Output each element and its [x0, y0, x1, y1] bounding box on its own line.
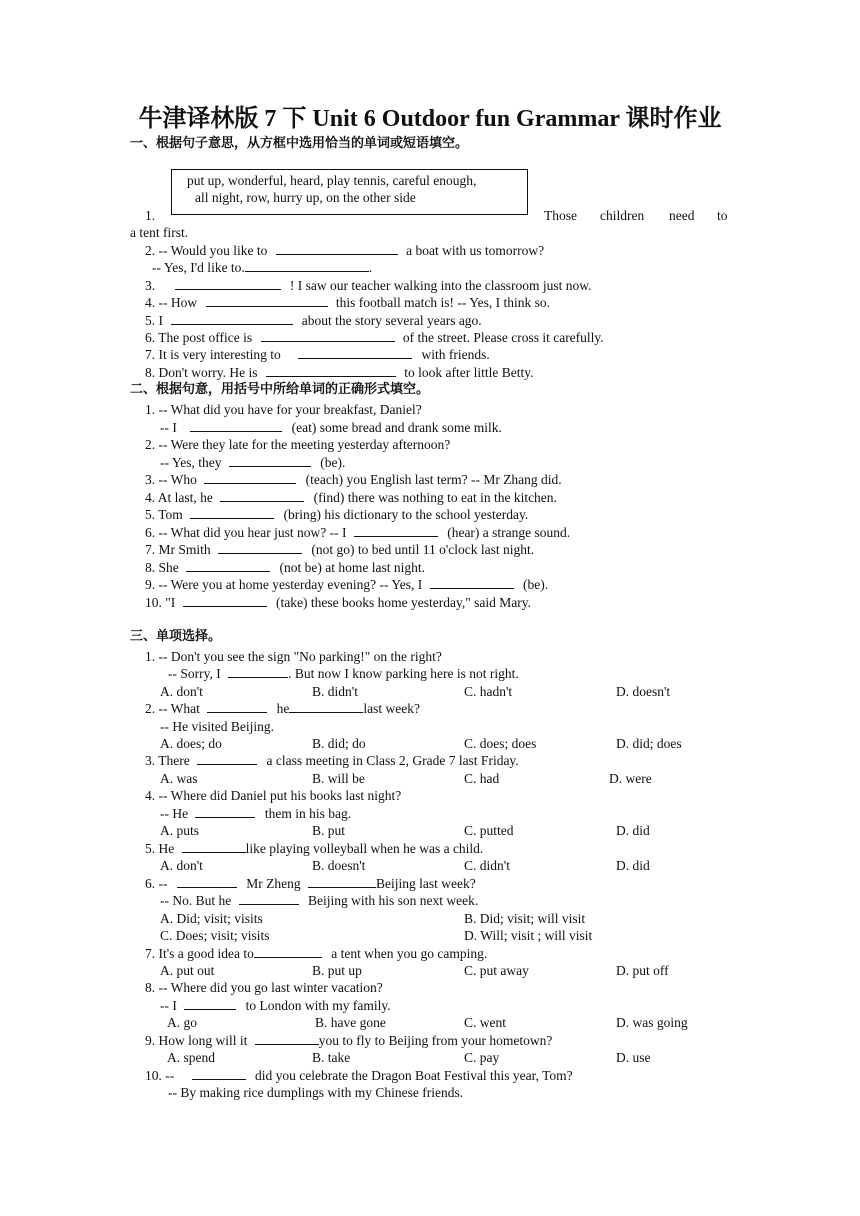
answer-blank[interactable]	[266, 364, 396, 377]
s2-q9: 9. -- Were you at home yesterday evening? -- Yes, I (be).	[145, 577, 549, 592]
option-a[interactable]: A. puts	[160, 823, 200, 838]
s1-q7: 7. It is very interesting to with friends.	[145, 347, 490, 362]
option-a[interactable]: A. spend	[167, 1050, 215, 1065]
option-b[interactable]: B. doesn't	[312, 858, 366, 873]
answer-blank[interactable]	[177, 875, 237, 888]
answer-blank[interactable]	[430, 576, 514, 589]
option-a[interactable]: A. does; do	[160, 736, 222, 751]
s3-q7: 7. It's a good idea to a tent when you go camping.	[145, 946, 488, 961]
s1-q1-word: need	[669, 208, 695, 223]
option-a[interactable]: A. don't	[160, 858, 203, 873]
s3-q4-line1: 4. -- Where did Daniel put his books last night?	[145, 788, 402, 803]
s1-q1-continued: a tent first.	[130, 225, 189, 240]
answer-blank[interactable]	[229, 454, 311, 467]
s1-q3: 3. ! I saw our teacher walking into the classroom just now.	[145, 278, 592, 293]
option-c[interactable]: C. put away	[464, 963, 529, 978]
s3-q4-line2: -- He them in his bag.	[160, 806, 352, 821]
option-a[interactable]: A. was	[160, 771, 198, 786]
s3-q2-line1: 2. -- What he last week?	[145, 701, 420, 716]
s2-q1-line2: -- I (eat) some bread and drank some milk.	[160, 420, 502, 435]
answer-blank[interactable]	[207, 700, 267, 713]
answer-blank[interactable]	[228, 665, 288, 678]
option-c[interactable]: C. hadn't	[464, 684, 513, 699]
answer-blank[interactable]	[190, 419, 282, 432]
option-b[interactable]: B. will be	[312, 771, 365, 786]
s2-q7: 7. Mr Smith (not go) to bed until 11 o'clock last night.	[145, 542, 535, 557]
option-c[interactable]: C. pay	[464, 1050, 500, 1065]
s3-q10-line2: -- By making rice dumplings with my Chinese friends.	[168, 1085, 464, 1100]
s3-q8-line2: -- I to London with my family.	[160, 998, 391, 1013]
option-d[interactable]: D. doesn't	[616, 684, 671, 699]
s1-q4: 4. -- How this football match is! -- Yes, I think so.	[145, 295, 550, 310]
answer-blank[interactable]	[255, 1032, 319, 1045]
answer-blank[interactable]	[186, 559, 270, 572]
option-d[interactable]: D. did	[616, 858, 650, 873]
answer-blank[interactable]	[182, 840, 246, 853]
s2-q3: 3. -- Who (teach) you English last term? -- Mr Zhang did.	[145, 472, 562, 487]
s3-q1-line1: 1. -- Don't you see the sign "No parking!" on the right?	[145, 649, 442, 664]
answer-blank[interactable]	[218, 541, 302, 554]
answer-blank[interactable]	[276, 242, 398, 255]
option-a[interactable]: A. Did; visit; visits	[160, 911, 263, 926]
s1-q1-word: to	[717, 208, 728, 223]
option-b[interactable]: B. Did; visit; will visit	[464, 911, 586, 926]
option-b[interactable]: B. put	[312, 823, 346, 838]
answer-blank[interactable]	[245, 259, 369, 272]
s2-q6: 6. -- What did you hear just now? -- I (hear) a strange sound.	[145, 525, 571, 540]
option-a[interactable]: A. don't	[160, 684, 203, 699]
option-c[interactable]: C. had	[464, 771, 500, 786]
answer-blank[interactable]	[171, 312, 293, 325]
s1-q1-word: children	[600, 208, 645, 223]
option-d[interactable]: D. was going	[616, 1015, 688, 1030]
option-a[interactable]: A. put out	[160, 963, 215, 978]
answer-blank[interactable]	[195, 805, 255, 818]
section1-heading: 一、根据句子意思，从方框中选用恰当的单词或短语填空。	[130, 136, 469, 151]
answer-blank[interactable]	[261, 329, 395, 342]
option-d[interactable]: D. put off	[616, 963, 669, 978]
option-d[interactable]: D. Will; visit ; will visit	[464, 928, 593, 943]
answer-blank[interactable]	[220, 489, 304, 502]
s2-q2-line1: 2. -- Were they late for the meeting yesterday afternoon?	[145, 437, 451, 452]
answer-blank[interactable]	[254, 945, 322, 958]
option-a[interactable]: A. go	[167, 1015, 197, 1030]
word-box-line2: all night, row, hurry up, on the other side	[195, 190, 416, 205]
s2-q10: 10. "I (take) these books home yesterday," said Mary.	[145, 595, 531, 610]
answer-blank[interactable]	[197, 752, 257, 765]
s1-q6: 6. The post office is of the street. Please cross it carefully.	[145, 330, 604, 345]
word-box	[171, 169, 528, 215]
answer-blank[interactable]	[298, 346, 412, 359]
s1-q5: 5. I about the story several years ago.	[145, 313, 482, 328]
option-b[interactable]: B. did; do	[312, 736, 366, 751]
s3-q5: 5. He like playing volleyball when he was a child.	[145, 841, 484, 856]
s2-q4: 4. At last, he (find) there was nothing to eat in the kitchen.	[145, 490, 557, 505]
option-d[interactable]: D. did; does	[616, 736, 682, 751]
answer-blank[interactable]	[192, 1067, 246, 1080]
answer-blank[interactable]	[239, 892, 299, 905]
answer-blank[interactable]	[354, 524, 438, 537]
s3-q10-line1: 10. -- did you celebrate the Dragon Boat Festival this year, Tom?	[145, 1068, 573, 1083]
answer-blank[interactable]	[308, 875, 376, 888]
option-c[interactable]: C. didn't	[464, 858, 510, 873]
s2-q2-line2: -- Yes, they (be).	[160, 455, 346, 470]
s1-q1-number: 1.	[145, 208, 156, 223]
s1-q2-line2: -- Yes, I'd like to. .	[152, 260, 373, 275]
option-c[interactable]: C. Does; visit; visits	[160, 928, 270, 943]
answer-blank[interactable]	[175, 277, 281, 290]
answer-blank[interactable]	[183, 594, 267, 607]
answer-blank[interactable]	[190, 506, 274, 519]
answer-blank[interactable]	[184, 997, 236, 1010]
option-d[interactable]: D. were	[609, 771, 652, 786]
answer-blank[interactable]	[204, 471, 296, 484]
s2-q5: 5. Tom (bring) his dictionary to the school yesterday.	[145, 507, 529, 522]
option-c[interactable]: C. went	[464, 1015, 506, 1030]
s3-q6-line2: -- No. But he Beijing with his son next week.	[160, 893, 479, 908]
s2-q8: 8. She (not be) at home last night.	[145, 560, 425, 575]
s3-q2-line2: -- He visited Beijing.	[160, 719, 274, 734]
option-b[interactable]: B. put up	[312, 963, 362, 978]
s2-q1-line1: 1. -- What did you have for your breakfast, Daniel?	[145, 402, 422, 417]
s3-q8-line1: 8. -- Where did you go last winter vacation?	[145, 980, 383, 995]
option-b[interactable]: B. have gone	[315, 1015, 386, 1030]
page-title: 牛津译林版 7 下 Unit 6 Outdoor fun Grammar 课时作业	[138, 106, 722, 132]
s3-q9: 9. How long will it you to fly to Beijing from your hometown?	[145, 1033, 553, 1048]
option-b[interactable]: B. didn't	[312, 684, 358, 699]
option-b[interactable]: B. take	[312, 1050, 351, 1065]
answer-blank[interactable]	[289, 700, 363, 713]
answer-blank[interactable]	[206, 294, 328, 307]
s3-q3: 3. There a class meeting in Class 2, Grade 7 last Friday.	[145, 753, 519, 768]
option-c[interactable]: C. putted	[464, 823, 514, 838]
s1-q8: 8. Don't worry. He is to look after little Betty.	[145, 365, 534, 380]
s3-q1-line2: -- Sorry, I . But now I know parking here is not right.	[168, 666, 519, 681]
option-c[interactable]: C. does; does	[464, 736, 537, 751]
section2-heading: 二、根据句意，用括号中所给单词的正确形式填空。	[130, 382, 430, 397]
option-d[interactable]: D. use	[616, 1050, 651, 1065]
s3-q6-line1: 6. -- Mr Zheng Beijing last week?	[145, 876, 476, 891]
s1-q2-line1: 2. -- Would you like to a boat with us tomorrow?	[145, 243, 545, 258]
option-d[interactable]: D. did	[616, 823, 650, 838]
s1-q1-word: Those	[544, 208, 577, 223]
section3-heading: 三、单项选择。	[130, 629, 222, 644]
word-box-line1: put up, wonderful, heard, play tennis, careful enough,	[187, 173, 477, 188]
